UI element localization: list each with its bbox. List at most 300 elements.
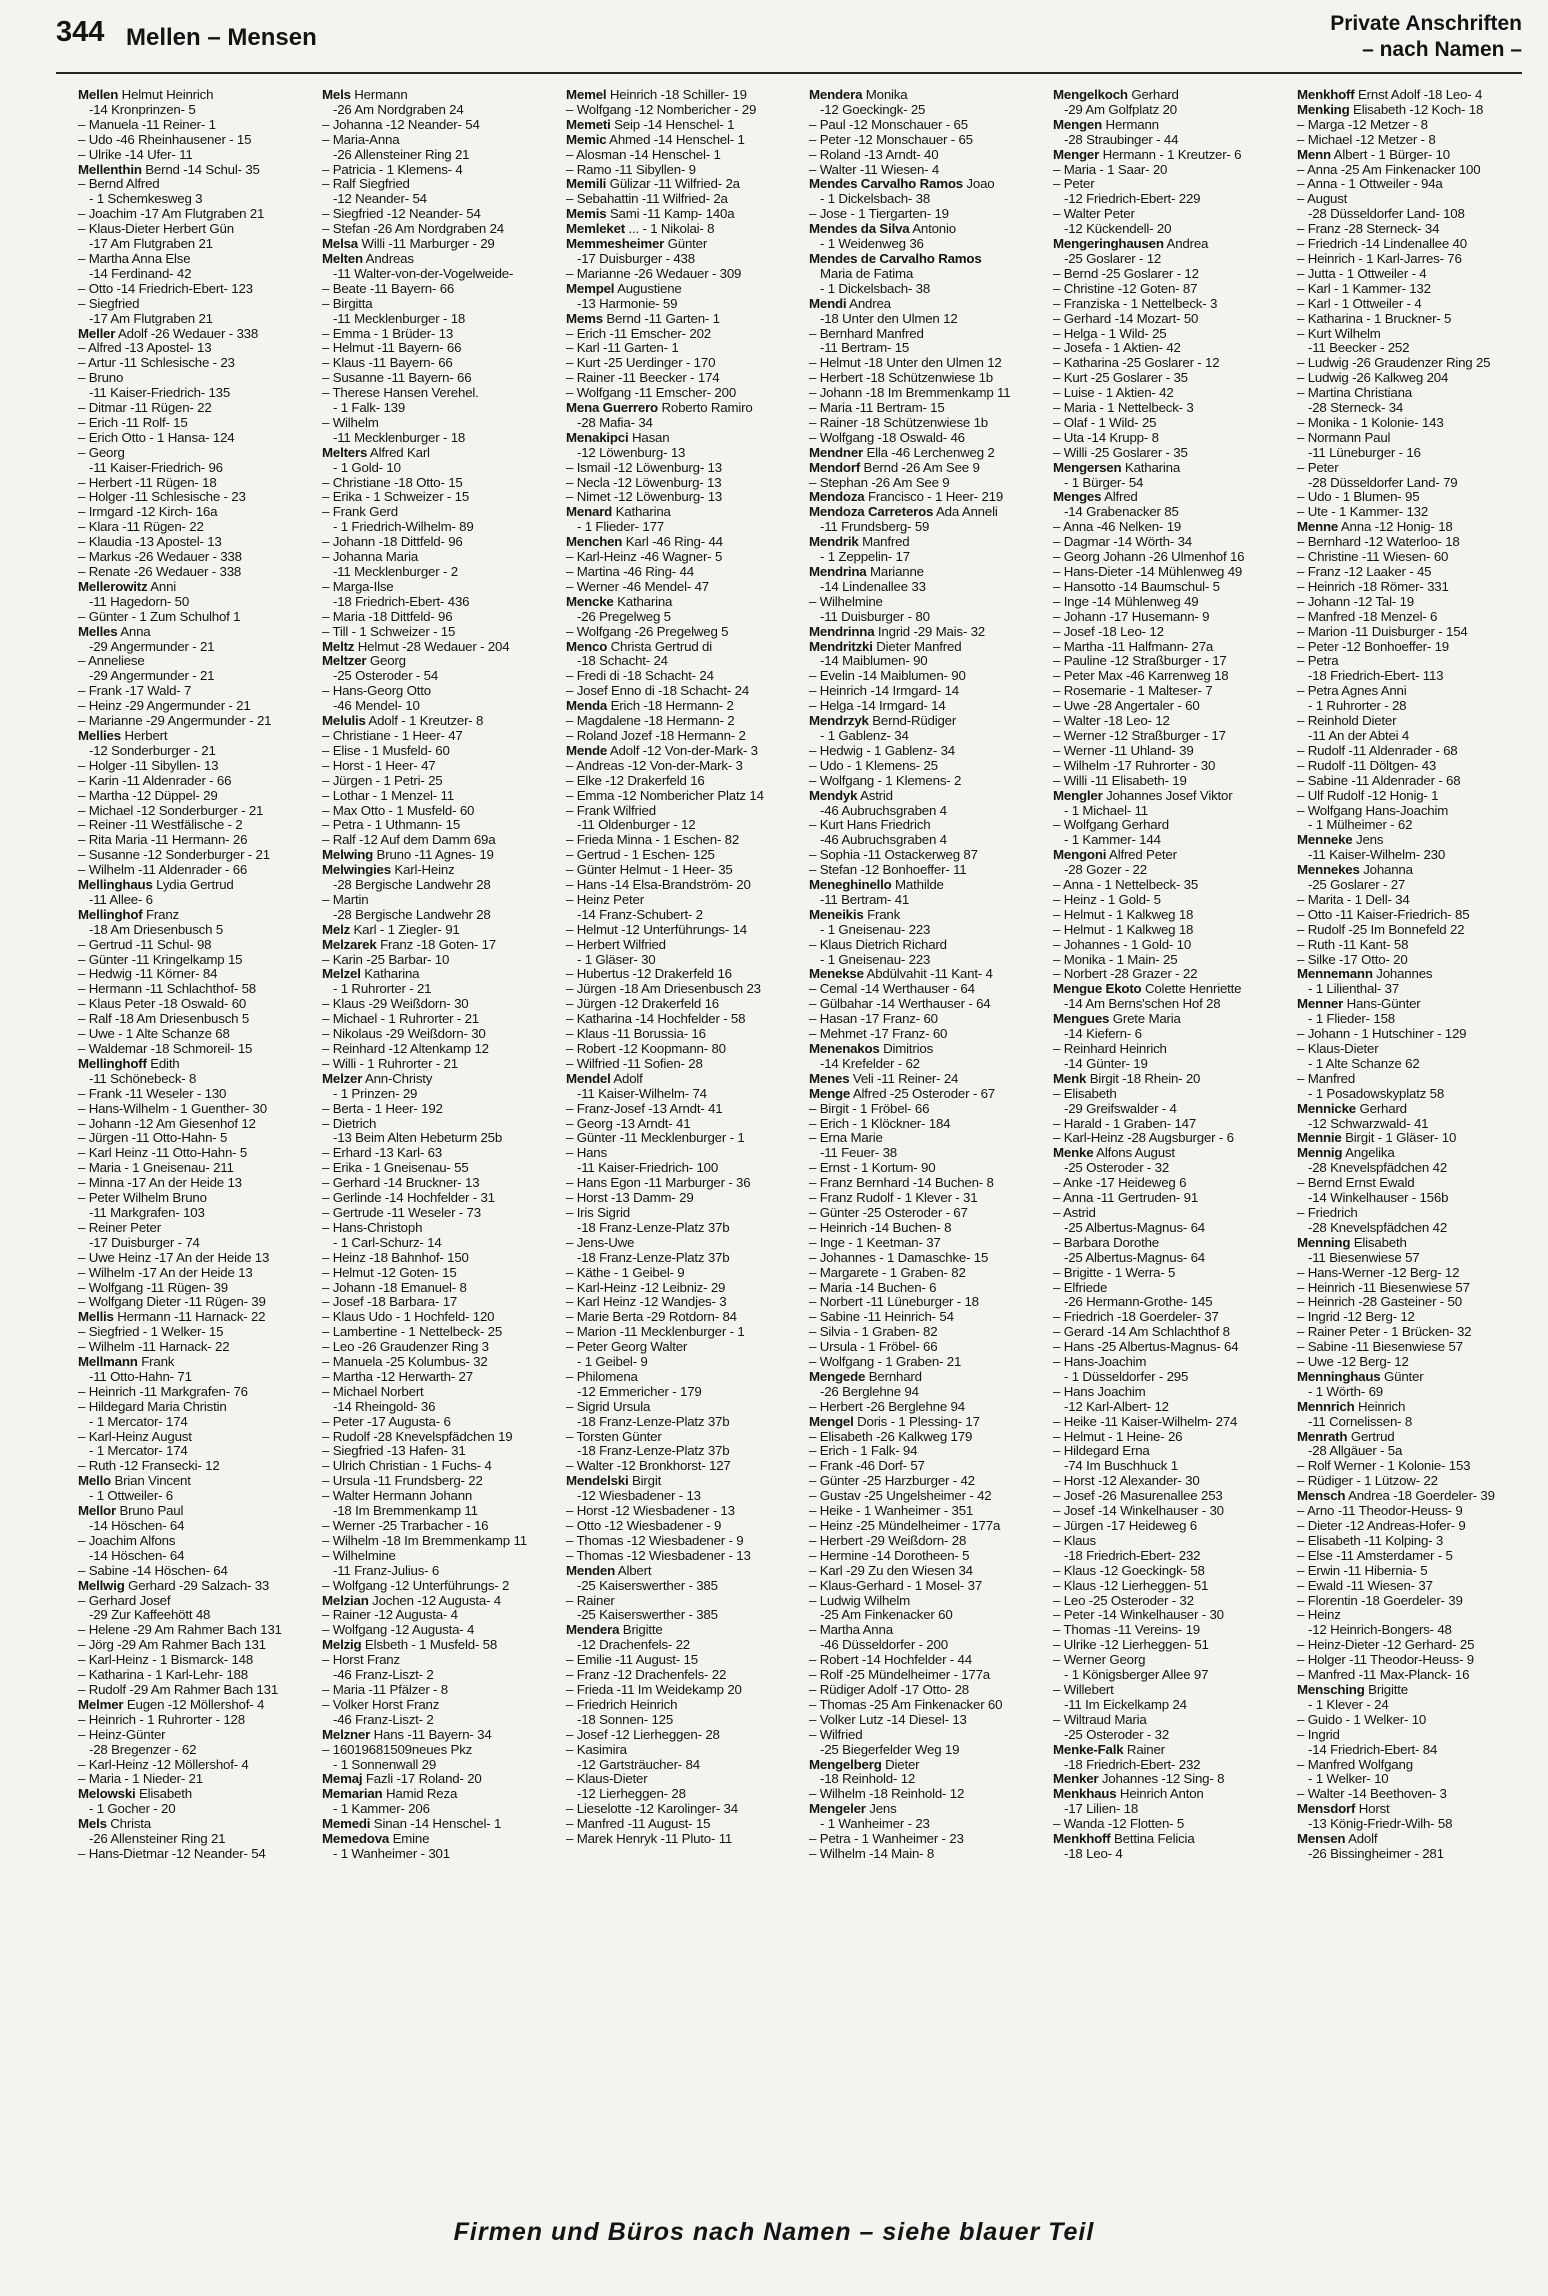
person-entry: – Friedrich [1297, 1204, 1358, 1220]
surname-entry: Menge Alfred -25 Osteroder - 67 [809, 1085, 995, 1101]
person-entry: – Anna - 1 Ottweiler - 94a [1297, 176, 1443, 192]
surname: Menakipci [566, 429, 629, 445]
person-entry: – Otto -12 Wiesbadener - 9 [566, 1518, 722, 1533]
person-entry: – Günter -11 Kringelkamp 15 [78, 951, 243, 967]
surname: Mels [322, 88, 351, 102]
person-entry: – Thomas -12 Wiesbadener - 9 [566, 1532, 744, 1548]
surname: Melters [322, 444, 368, 460]
person-entry: – Rainer -11 Beecker - 174 [566, 370, 720, 386]
person-entry: – Ursula - 1 Fröbel- 66 [809, 1339, 938, 1355]
person-entry: – Luise - 1 Aktien- 42 [1053, 385, 1174, 401]
address-line: -11 Cornelissen- 8 [1308, 1413, 1413, 1429]
person-entry: – Wilhelmine [809, 593, 883, 609]
surname-entry: Mengen Hermann [1053, 116, 1159, 132]
person-entry: – Wilfried -11 Sofien- 28 [566, 1055, 703, 1071]
person-entry: – Walter -11 Wiesen- 4 [809, 161, 940, 177]
person-entry: – Kurt Hans Friedrich [809, 817, 931, 833]
address-line: -46 Franz-Liszt- 2 [333, 1667, 434, 1683]
person-entry: – Hedwig - 1 Gablenz- 34 [809, 742, 955, 758]
surname-entry: Menenakos Dimitrios [809, 1041, 934, 1056]
person-entry: – Helga -14 Irmgard- 14 [809, 698, 946, 714]
person-entry: – Siegfried [78, 295, 140, 311]
surname: Menninghaus [1297, 1368, 1381, 1384]
person-entry: – Ulf Rudolf -12 Honig- 1 [1297, 787, 1439, 803]
address-line: -28 Mafia- 34 [577, 414, 653, 430]
person-entry: – Karl-Heinz -46 Wagner- 5 [566, 549, 723, 565]
surname: Memmesheimer [566, 236, 665, 252]
person-entry: – Stefan -26 Am Nordgraben 24 [322, 221, 504, 237]
address-line: -11 Walter-von-der-Vogelweide- [333, 265, 514, 281]
person-entry: – Ruth -12 Fransecki- 12 [78, 1458, 220, 1474]
person-entry: – Silke -17 Otto- 20 [1297, 951, 1408, 967]
entry-continuation: Maria de Fatima [820, 265, 914, 281]
surname-entry: Melz Karl - 1 Ziegler- 91 [322, 921, 460, 937]
address-line: -28 Gozer - 22 [1064, 862, 1147, 878]
person-entry: – Johann -18 Dittfeld- 96 [322, 534, 463, 550]
address-line: -11 Kaiser-Friedrich- 135 [89, 385, 231, 401]
directory-column-5 [1053, 88, 1289, 2216]
person-entry: – Katharina -25 Goslarer - 12 [1053, 355, 1220, 371]
person-entry: – Susanne -11 Bayern- 66 [322, 370, 472, 386]
person-entry: – Rolf -25 Mündelheimer - 177a [809, 1667, 990, 1683]
person-entry: – Wilhelm -18 Reinhold- 12 [809, 1786, 965, 1802]
person-entry: – Wolfgang -18 Oswald- 46 [809, 429, 965, 445]
person-entry: – Heinz -29 Angermunder - 21 [78, 698, 251, 714]
surname: Memis [566, 206, 607, 222]
address-line: -13 Beim Alten Hebeturm 25b [333, 1130, 503, 1146]
surname: Mengoni [1053, 847, 1107, 863]
person-entry: – Gertrud -11 Schul- 98 [78, 936, 212, 952]
person-entry: – Hans [566, 1145, 607, 1161]
person-entry: – Hans -14 Elsa-Brandström- 20 [566, 877, 751, 893]
person-entry: – Rosemarie - 1 Malteser- 7 [1053, 683, 1213, 699]
surname-entry: Mendelski Birgit [566, 1473, 662, 1489]
address-line: -12 Friedrich-Ebert- 229 [1064, 191, 1201, 207]
surname-entry: Menges Alfred [1053, 489, 1138, 505]
surname: Mems [566, 310, 603, 326]
person-entry: – Johann - 1 Hutschiner - 129 [1297, 1026, 1467, 1042]
surname-entry: Memili Gülizar -11 Wilfried- 2a [566, 176, 740, 192]
person-entry: – Maria-Anna [322, 131, 400, 147]
address-line: -28 Knevelspfädchen 42 [1308, 1160, 1448, 1176]
person-entry: – Heinrich -14 Irmgard- 14 [809, 683, 959, 699]
person-entry: – Maria -11 Pfälzer - 8 [322, 1681, 448, 1697]
address-line: -46 Aubruchsgraben 4 [820, 832, 947, 848]
person-entry: – Johann -12 Tal- 19 [1297, 593, 1414, 609]
surname: Mengen [1053, 116, 1103, 132]
person-entry: – Rudolf -28 Knevelspfädchen 19 [322, 1428, 513, 1444]
surname-entry: Menner Hans-Günter [1297, 996, 1421, 1012]
person-entry: – Horst -12 Alexander- 30 [1053, 1473, 1200, 1489]
address-line: -13 Harmonie- 59 [577, 295, 678, 311]
surname-entry: Menard Katharina [566, 504, 671, 520]
person-entry: – Klaus Udo - 1 Hochfeld- 120 [322, 1309, 495, 1325]
person-entry: – Elisabeth [1053, 1085, 1117, 1101]
surname-entry: Mengeler Jens [809, 1801, 897, 1817]
person-entry: – Wolfgang Gerhard [1053, 817, 1169, 833]
surname-entry: Mensen Adolf [1297, 1831, 1378, 1847]
person-entry: – Klaus -29 Weißdorn- 30 [322, 996, 469, 1012]
surname-entry: Melzarek Franz -18 Goten- 17 [322, 936, 497, 952]
surname: Mendritzki [809, 638, 873, 654]
surname-entry: Mengede Bernhard [809, 1368, 922, 1384]
person-entry: – Philomena [566, 1368, 638, 1384]
person-entry: – Otto -14 Friedrich-Ebert- 123 [78, 280, 253, 296]
address-line: -11 Schönebeck- 8 [89, 1070, 197, 1086]
address-line: -11 Biesenwiese 57 [1308, 1249, 1420, 1265]
person-entry: – Peter -12 Bonhoeffer- 19 [1297, 638, 1450, 654]
person-entry: – Inge - 1 Keetman- 37 [809, 1234, 941, 1250]
surname-entry: Melles Anna [78, 623, 151, 639]
person-entry: – Herbert Wilfried [566, 936, 666, 952]
person-entry: – Gülbahar -14 Werthauser - 64 [809, 996, 991, 1012]
person-entry: – Mehmet -17 Franz- 60 [809, 1026, 948, 1042]
person-entry: – Josef Enno di -18 Schacht- 24 [566, 683, 750, 699]
person-entry: – Wolfgang - 1 Graben- 21 [809, 1354, 962, 1370]
person-entry: – Otto -11 Kaiser-Friedrich- 85 [1297, 906, 1470, 922]
surname: Memili [566, 176, 607, 192]
address-line: -18 Franz-Lenze-Platz 37b [577, 1219, 730, 1235]
surname: Memel [566, 88, 607, 102]
person-entry: – Elise - 1 Musfeld- 60 [322, 742, 450, 758]
person-entry: – Christiane - 1 Heer- 47 [322, 727, 463, 743]
person-entry: – Emilie -11 August- 15 [566, 1652, 698, 1668]
person-entry: – Walter Hermann Johann [322, 1488, 473, 1504]
address-line: -11 Bertram- 15 [820, 340, 910, 356]
surname: Menker [1053, 1771, 1099, 1787]
surname-entry: Melwing Bruno -11 Agnes- 19 [322, 847, 494, 863]
person-entry: – Ludwig Wilhelm [809, 1592, 911, 1608]
address-line: - 1 Lilienthal- 37 [1308, 981, 1400, 997]
surname-entry: Melmer Eugen -12 Möllershof- 4 [78, 1696, 265, 1712]
person-entry: – Manfred -11 August- 15 [566, 1816, 711, 1832]
surname-entry: Mendner Ella -46 Lerchenweg 2 [809, 444, 995, 460]
person-entry: – Heinrich -18 Römer- 331 [1297, 578, 1449, 594]
person-entry: – Heinz - 1 Gold- 5 [1053, 891, 1161, 907]
address-line: -14 Günter- 19 [1064, 1055, 1148, 1071]
person-entry: – Johanna Maria [322, 549, 419, 565]
person-entry: – Ludwig -26 Kalkweg 204 [1297, 370, 1449, 386]
person-entry: – Rudolf -11 Döltgen- 43 [1297, 757, 1437, 773]
person-entry: – 16019681509neues Pkz [322, 1741, 473, 1757]
surname: Melzig [322, 1637, 362, 1653]
address-line: -29 Am Golfplatz 20 [1064, 101, 1177, 117]
person-entry: – Paul -12 Monschauer - 65 [809, 116, 968, 132]
person-entry: – Georg Johann -26 Ulmenhof 16 [1053, 549, 1245, 565]
person-entry: – Hans-Joachim [1053, 1354, 1147, 1370]
surname-entry: Memedova Emine [322, 1831, 430, 1847]
person-entry: – Rainer -18 Schützenwiese 1b [809, 414, 988, 430]
person-entry: – Manfred -11 Max-Planck- 16 [1297, 1667, 1470, 1683]
address-line: -14 Krefelder - 62 [820, 1055, 920, 1071]
surname: Menkhoff [1053, 1831, 1111, 1847]
person-entry: – Ulrike -12 Lierheggen- 51 [1053, 1637, 1209, 1653]
surname: Mendoza [809, 489, 865, 505]
address-line: -12 Heinrich-Bongers- 48 [1308, 1622, 1452, 1638]
person-entry: – Heinz Peter [566, 891, 644, 907]
person-entry: – Kasimira [566, 1741, 627, 1757]
person-entry: – Rita Maria -11 Hermann- 26 [78, 832, 248, 848]
person-entry: – Frank Gerd [322, 504, 398, 520]
address-line: -11 Kaiser-Wilhelm- 230 [1308, 847, 1446, 863]
person-entry: – Franz -28 Sterneck- 34 [1297, 221, 1440, 237]
person-entry: – Karl-Heinz - 1 Bismarck- 148 [78, 1652, 254, 1668]
person-entry: – Patricia - 1 Klemens- 4 [322, 161, 463, 177]
address-line: -11 Kaiser-Friedrich- 96 [89, 459, 223, 475]
person-entry: – Klaus -12 Goeckingk- 58 [1053, 1562, 1205, 1578]
surname: Melz [322, 921, 351, 937]
person-entry: – Martina -46 Ring- 44 [566, 564, 694, 579]
surname-entry: Mensch Andrea -18 Goerdeler- 39 [1297, 1488, 1495, 1504]
person-entry: – Werner Georg [1053, 1652, 1146, 1668]
person-entry: – Horst Franz [322, 1652, 400, 1668]
person-entry: – Alosman -14 Henschel- 1 [566, 146, 721, 162]
person-entry: – Frank -46 Dorf- 57 [809, 1458, 925, 1474]
person-entry: – Evelin -14 Maiblumen- 90 [809, 668, 966, 684]
address-line: -28 Sterneck- 34 [1308, 400, 1404, 416]
address-line: -11 Mecklenburger - 18 [333, 310, 466, 326]
address-line: - 1 Gneisenau- 223 [820, 921, 931, 937]
address-line: -25 Osteroder - 54 [333, 668, 439, 684]
address-line: - 1 Geibel- 9 [577, 1354, 648, 1370]
person-entry: – Heinrich - 1 Karl-Jarres- 76 [1297, 250, 1462, 266]
person-entry: – Katharina -14 Hochfelder - 58 [566, 1011, 746, 1027]
person-entry: – Wolfgang -11 Rügen- 39 [78, 1279, 228, 1295]
surname: Mellinghoff [78, 1055, 147, 1071]
person-entry: – Klaus Peter -18 Oswald- 60 [78, 996, 247, 1012]
address-line: -11 Lüneburger - 16 [1308, 444, 1421, 460]
surname: Memeti [566, 116, 611, 132]
surname-entry: Mengler Johannes Josef Viktor [1053, 787, 1233, 803]
person-entry: – Karl-Heinz -12 Möllershof- 4 [78, 1756, 249, 1772]
surname: Menges [1053, 489, 1102, 505]
address-line: -26 Allensteiner Ring 21 [89, 1831, 226, 1847]
address-line: -12 Wiesbadener - 13 [577, 1488, 701, 1504]
surname: Mensching [1297, 1681, 1365, 1697]
person-entry: – Werner -12 Straßburger - 17 [1053, 727, 1226, 743]
person-entry: – Georg [78, 444, 125, 460]
person-entry: – Friedrich Heinrich [566, 1696, 678, 1712]
surname: Mellerowitz [78, 578, 148, 594]
surname-entry: Mensdorf Horst [1297, 1801, 1390, 1817]
surname-entry: Mello Brian Vincent [78, 1473, 191, 1489]
surname: Mellinghaus [78, 877, 153, 893]
person-entry: – Rudolf -11 Aldenrader - 68 [1297, 742, 1458, 758]
surname: Meller [78, 325, 116, 341]
person-entry: – Herbert -18 Schützenwiese 1b [809, 370, 993, 386]
surname-entry: Menkhaus Heinrich Anton [1053, 1786, 1204, 1802]
address-line: -12 Karl-Albert- 12 [1064, 1398, 1169, 1414]
person-entry: – Erwin -11 Hibernia- 5 [1297, 1562, 1428, 1578]
person-entry: – Gerlinde -14 Hochfelder - 31 [322, 1190, 495, 1206]
person-entry: – Ismail -12 Löwenburg- 13 [566, 459, 722, 475]
surname-entry: Mengelkoch Gerhard [1053, 88, 1179, 102]
person-entry: – Franz -12 Laaker - 45 [1297, 564, 1432, 579]
person-entry: – Bruno [78, 370, 124, 386]
address-line: - 1 Gläser- 30 [577, 951, 656, 967]
address-line: -13 König-Friedr-Wilh- 58 [1308, 1816, 1453, 1832]
person-entry: – Udo - 1 Blumen- 95 [1297, 489, 1420, 505]
person-entry: – Maria -11 Bertram- 15 [809, 400, 945, 416]
surname: Mendera [809, 88, 863, 102]
person-entry: – Martha -12 Düppel- 29 [78, 787, 218, 803]
person-entry: – Hans-Dietmar -12 Neander- 54 [78, 1845, 266, 1861]
surname: Mendelski [566, 1473, 629, 1489]
person-entry: – Johanna -12 Neander- 54 [322, 116, 480, 132]
person-entry: – Renate -26 Wedauer - 338 [78, 564, 242, 579]
person-entry: – Wilhelm [322, 414, 379, 430]
surname-entry: Mellwig Gerhard -29 Salzach- 33 [78, 1577, 270, 1593]
person-entry: – Christiane -18 Otto- 15 [322, 474, 463, 490]
person-entry: – Marion -11 Mecklenburger - 1 [566, 1324, 745, 1340]
person-entry: – Andreas -12 Von-der-Mark- 3 [566, 757, 743, 773]
person-entry: – Siegfried -12 Neander- 54 [322, 206, 481, 222]
directory-column-6 [1297, 88, 1533, 2216]
person-entry: – Günter -11 Mecklenburger - 1 [566, 1130, 745, 1146]
person-entry: – Rüdiger - 1 Lützow- 22 [1297, 1473, 1438, 1489]
surname: Menard [566, 504, 613, 520]
surname-entry: Mendel Adolf [566, 1070, 643, 1086]
person-entry: – Emma -12 Nombericher Platz 14 [566, 787, 764, 803]
surname: Mencke [566, 593, 614, 609]
surname-entry: Mendrik Manfred [809, 534, 910, 550]
surname-entry: Melters Alfred Karl [322, 444, 430, 460]
person-entry: – Martha Anna Else [78, 250, 191, 266]
person-entry: – Friedrich -18 Goerdeler- 37 [1053, 1309, 1219, 1325]
address-line: - 1 Dickelsbach- 38 [820, 280, 931, 296]
surname: Meneikis [809, 906, 864, 922]
surname-entry: Mencke Katharina [566, 593, 673, 609]
person-entry: – Hasan -17 Franz- 60 [809, 1011, 938, 1027]
address-line: -11 Frundsberg- 59 [820, 519, 930, 535]
person-entry: – Heinrich -14 Buchen- 8 [809, 1219, 952, 1235]
address-line: -14 Kronprinzen- 5 [89, 101, 196, 117]
person-entry: – Maria - 1 Nettelbeck- 3 [1053, 400, 1194, 416]
surname-entry: Menes Veli -11 Reiner- 24 [809, 1070, 959, 1086]
address-line: -11 An der Abtei 4 [1308, 727, 1410, 743]
person-entry: – Erika - 1 Schweizer - 15 [322, 489, 470, 505]
surname: Melzian [322, 1592, 369, 1608]
person-entry: – Erika - 1 Gneisenau- 55 [322, 1160, 469, 1176]
person-entry: – Martin [322, 891, 369, 907]
address-line: -26 Bissingheimer - 281 [1308, 1845, 1444, 1861]
address-line: -17 Am Flutgraben 21 [89, 310, 213, 326]
address-line: -11 Bertram- 41 [820, 891, 910, 907]
address-line: -12 Gartsträucher- 84 [577, 1756, 700, 1772]
person-entry: – Gerhard -14 Mozart- 50 [1053, 310, 1199, 326]
person-entry: – Frank -17 Wald- 7 [78, 683, 192, 699]
person-entry: – Else -11 Amsterdamer - 5 [1297, 1547, 1453, 1563]
address-line: -14 Ferdinand- 42 [89, 265, 192, 281]
address-line: -17 Duisburger - 438 [577, 250, 695, 266]
surname: Menes [809, 1070, 850, 1086]
person-entry: – Fredi di -18 Schacht- 24 [566, 668, 714, 684]
address-line: - 1 Kammer- 206 [333, 1801, 430, 1817]
person-entry: – Helmut -11 Bayern- 66 [322, 340, 462, 356]
address-line: -12 Drachenfels- 22 [577, 1637, 690, 1653]
person-entry: – Hans-Wilhelm - 1 Guenther- 30 [78, 1100, 267, 1116]
person-entry: – Wolfgang -12 Nombericher - 29 [566, 101, 757, 117]
person-entry: – Heinz -18 Bahnhof- 150 [322, 1249, 469, 1265]
address-line: - 1 Friedrich-Wilhelm- 89 [333, 519, 474, 535]
address-line: - 1 Weidenweg 36 [820, 236, 924, 252]
surname-entry: Melzig Elsbeth - 1 Musfeld- 58 [322, 1637, 498, 1653]
surname: Mengeler [809, 1801, 866, 1817]
surname-entry: Mennie Birgit - 1 Gläser- 10 [1297, 1130, 1457, 1146]
address-line: - 1 Gneisenau- 223 [820, 951, 931, 967]
address-line: - 1 Ruhrorter - 28 [1308, 698, 1407, 714]
person-entry: – Hildegard Maria Christin [78, 1398, 227, 1414]
person-entry: – Stephan -26 Am See 9 [809, 474, 950, 490]
surname-entry: Melzel Katharina [322, 966, 420, 982]
person-entry: – Maria - 1 Saar- 20 [1053, 161, 1168, 177]
person-entry: – Ingrid -12 Berg- 12 [1297, 1309, 1415, 1325]
person-entry: – Stefan -12 Bonhoeffer- 11 [809, 862, 967, 878]
person-entry: – Günter - 1 Zum Schulhof 1 [78, 608, 241, 624]
address-line: -18 Leo- 4 [1064, 1845, 1123, 1861]
person-entry: – Holger -11 Theodor-Heuss- 9 [1297, 1652, 1474, 1668]
person-entry: – Walter Peter [1053, 206, 1135, 222]
person-entry: – Florentin -18 Goerdeler- 39 [1297, 1592, 1463, 1608]
surname-entry: Mendorf Bernd -26 Am See 9 [809, 459, 980, 475]
surname: Mendorf [809, 459, 861, 475]
person-entry: – Olaf - 1 Wild- 25 [1053, 414, 1157, 430]
surname-entry: Mellen Helmut Heinrich [78, 88, 214, 102]
person-entry: – Jürgen - 1 Petri- 25 [322, 772, 443, 788]
surname: Mello [78, 1473, 111, 1489]
surname-entry: Mendrina Marianne [809, 564, 924, 579]
surname: Mengelkoch [1053, 88, 1128, 102]
person-entry: – Bernd -25 Goslarer - 12 [1053, 265, 1199, 281]
surname-entry: Mennekes Johanna [1297, 862, 1413, 878]
surname: Meneghinello [809, 877, 892, 893]
person-entry: – Kurt Wilhelm [1297, 325, 1381, 341]
surname-entry: Memel Heinrich -18 Schiller- 19 [566, 88, 747, 102]
address-line: -46 Düsseldorfer - 200 [820, 1637, 948, 1653]
address-line: -11 Markgrafen- 103 [89, 1204, 205, 1220]
person-entry: – Hans Egon -11 Marburger - 36 [566, 1175, 751, 1191]
person-entry: – Markus -26 Wedauer - 338 [78, 549, 242, 565]
address-line: -28 Knevelspfädchen 42 [1308, 1219, 1448, 1235]
surname-entry: Meneghinello Mathilde [809, 877, 944, 893]
surname: Mennemann [1297, 966, 1373, 982]
surname: Mennicke [1297, 1100, 1356, 1116]
page-header [56, 10, 1522, 76]
address-line: -18 Franz-Lenze-Platz 37b [577, 1249, 730, 1265]
surname-entry: Menchen Karl -46 Ring- 44 [566, 534, 723, 550]
surname: Menke-Falk [1053, 1741, 1124, 1757]
surname: Mena Guerrero [566, 400, 658, 416]
person-entry: – Anke -17 Heideweg 6 [1053, 1175, 1187, 1191]
surname-entry: Mellis Hermann -11 Harnack- 22 [78, 1309, 266, 1325]
surname: Mendel [566, 1070, 611, 1086]
person-entry: – Joachim Alfons [78, 1532, 176, 1548]
address-line: - 1 Klever - 24 [1308, 1696, 1389, 1712]
address-line: -29 Angermunder - 21 [89, 668, 215, 684]
person-entry: – Helmut -12 Goten- 15 [322, 1264, 457, 1280]
address-line: -11 Otto-Hahn- 71 [89, 1368, 192, 1384]
address-line: - 1 Kammer- 144 [1064, 832, 1161, 848]
person-entry: – Norbert -11 Lüneburger - 18 [809, 1294, 979, 1310]
person-entry: – Maria - 1 Gneisenau- 211 [78, 1160, 234, 1176]
surname-entry: Mels Christa [78, 1816, 151, 1832]
surname: Melwingies [322, 862, 391, 878]
surname: Menking [1297, 101, 1350, 117]
person-entry: – Wilfried [809, 1726, 863, 1742]
address-line: -11 Kaiser-Friedrich- 100 [577, 1160, 719, 1176]
person-entry: – Uwe -12 Berg- 12 [1297, 1354, 1409, 1370]
person-entry: – Karl -11 Garten- 1 [566, 340, 679, 356]
